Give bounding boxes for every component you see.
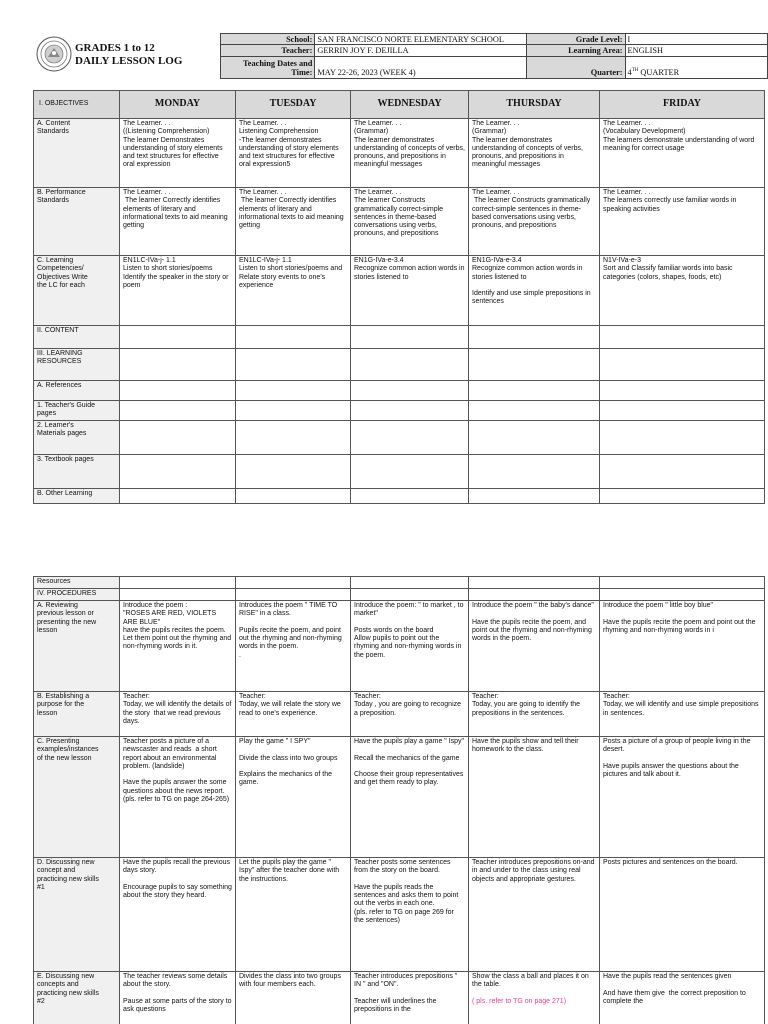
procedures-cell-text: Have the pupils show and tell their homework to the class. (472, 738, 581, 754)
objectives-row-label: B. Performance Standards (34, 188, 120, 256)
day-header-monday: MONDAY (120, 91, 236, 119)
teaching-dates-label (221, 57, 315, 79)
procedures-cell (469, 972, 600, 1024)
procedures-cell-text: Teacher: Today, you are going to identify the prepositions in the sentences. (472, 693, 581, 717)
procedures-cell-text: Posts pictures and sentences on the board. (603, 859, 738, 866)
objectives-header: I. OBJECTIVES (34, 91, 120, 119)
teacher-label: Teacher: (221, 45, 315, 57)
objectives-row-label: 1. Teacher's Guide pages (34, 401, 120, 421)
procedures-cell-text: Teacher introduces prepositions on-and in and under to the class using real objects and appropriate gestures. (472, 859, 597, 883)
objectives-cell (351, 455, 469, 489)
procedures-cell (600, 692, 765, 737)
procedures-row-label: C. Presenting examples/instances of the new lesson (34, 737, 120, 858)
objectives-cell (351, 421, 469, 455)
objectives-row (34, 381, 765, 401)
procedures-cell-text: Teacher posts some sentences from the story on the board. Have the pupils reads the sentences and asks them to point out the verbs in each one. (pls. refer to TG on page 269 for the sentences) (354, 859, 459, 925)
procedures-cell-text: Play the game " I SPY" Divide the class into two groups Explains the mechanics of the game. (239, 738, 338, 787)
procedures-cell-text: The teacher reviews some details about the story. Pause at some parts of the story to ask questions (123, 973, 232, 1014)
objectives-row-label: A. References (34, 381, 120, 401)
procedures-cell-text: Teacher introduces prepositions " IN " and "ON". Teacher will underlines the prepositions in the (354, 973, 458, 1014)
objectives-row (34, 119, 765, 188)
objectives-cell (600, 349, 765, 381)
procedures-cell (600, 577, 765, 589)
objectives-cell-text: The Learner. . . (Grammar) The learner demonstrates understanding of concepts of verbs, pronouns, and prepositions in meaningful messages (354, 120, 465, 169)
procedures-cell (351, 972, 469, 1024)
objectives-cell (120, 326, 236, 349)
procedures-cell-text: Introduce the poem " the baby's dance" Have the pupils recite the poem, and point out the rhyming and non-rhyming words in the poem. (472, 602, 594, 643)
procedures-row (34, 601, 765, 692)
procedures-cell (469, 601, 600, 692)
procedures-row-label: B. Establishing a purpose for the lesson (34, 692, 120, 737)
procedures-cell (351, 737, 469, 858)
objectives-cell (351, 489, 469, 504)
learning-area-label: Learning Area: (527, 45, 625, 57)
quarter-number: 4 (627, 68, 632, 77)
procedures-cell (469, 692, 600, 737)
procedures-row (34, 692, 765, 737)
procedures-cell (120, 692, 236, 737)
quarter-label: Quarter: (527, 57, 625, 79)
procedures-cell-text: Show the class a ball and places it on the table. (472, 973, 589, 989)
objectives-cell-text: EN1G-IVa-e-3.4 Recognize common action words in stories listened to Identify and use simple prepositions in sentences (472, 257, 591, 306)
procedures-cell (236, 737, 351, 858)
procedures-cell-text: Posts a picture of a group of people living in the desert. Have pupils answer the questions about the pictures and talk about it. (603, 738, 751, 779)
procedures-row (34, 577, 765, 589)
objectives-cell (236, 349, 351, 381)
objectives-cell (469, 256, 600, 326)
tg-reference-note: ( pls. refer to TG on page 271) (472, 997, 567, 1005)
procedures-cell (236, 692, 351, 737)
objectives-cell (600, 381, 765, 401)
procedures-cell (469, 589, 600, 601)
procedures-cell (351, 601, 469, 692)
objectives-cell (600, 188, 765, 256)
procedures-cell-text: Teacher: Today , you are going to recognize a preposition. (354, 693, 462, 717)
objectives-row (34, 421, 765, 455)
procedures-cell (351, 589, 469, 601)
day-header-wednesday: WEDNESDAY (351, 91, 469, 119)
procedures-cell (469, 737, 600, 858)
procedures-cell (351, 577, 469, 589)
objectives-row-label: II. CONTENT (34, 326, 120, 349)
objectives-cell (120, 489, 236, 504)
procedures-row-label: A. Reviewing previous lesson or presenting the new lesson (34, 601, 120, 692)
objectives-cell (236, 188, 351, 256)
objectives-cell-text: The Learner. . . (Vocabulary Development) The learners demonstrate understanding of word meaning for correct usage (603, 120, 755, 152)
objectives-cell (600, 401, 765, 421)
objectives-row-label: C. Learning Competencies/ Objectives Write the LC for each (34, 256, 120, 326)
objectives-cell-text: The Learner. . . The learner Constructs grammatically correct-simple sentences in theme-based conversations using verbs, pronouns, and prepositions (354, 189, 444, 238)
quarter-word: QUARTER (638, 68, 680, 77)
teaching-dates-label-line1: Teaching Dates and (243, 58, 313, 68)
quarter-suffix: TH (631, 68, 639, 74)
objectives-cell (351, 349, 469, 381)
objectives-cell (469, 188, 600, 256)
objectives-row (34, 401, 765, 421)
procedures-cell (120, 737, 236, 858)
objectives-cell (469, 119, 600, 188)
objectives-cell (469, 381, 600, 401)
objectives-cell (600, 256, 765, 326)
objectives-cell-text: EN1LC-IVa-j- 1.1 Listen to short stories/poems and Relate story events to one's experience (239, 257, 343, 289)
day-header-friday: FRIDAY (600, 91, 765, 119)
objectives-cell (120, 455, 236, 489)
procedures-cell-text: Introduces the poem " TIME TO RISE" in a class. Pupils recite the poem, and point out the rhyming and non-rhyming words in the poem. . (239, 602, 342, 659)
teaching-dates-value: MAY 22-26, 2023 (WEEK 4) (315, 57, 527, 79)
procedures-cell (351, 692, 469, 737)
procedures-cell (351, 858, 469, 972)
procedures-cell (120, 577, 236, 589)
objectives-cell-text: The Learner. . . The learner Correctly identifies elements of literary and informational texts to aid meaning getting (123, 189, 228, 230)
teacher-value: GERRIN JOY F. DEJILLA (315, 45, 527, 57)
objectives-cell-text: The Learner. . . The learners correctly use familiar words in speaking activities (603, 189, 737, 213)
procedures-cell-text: Have the pupils recall the previous days story. Encourage pupils to say something about the story they heard. (123, 859, 232, 900)
deped-seal-icon (36, 36, 72, 72)
objectives-row-label: A. Content Standards (34, 119, 120, 188)
procedures-row-label: D. Discussing new concept and practicing new skills #1 (34, 858, 120, 972)
objectives-table (33, 90, 765, 504)
objectives-row-label: 2. Learner's Materials pages (34, 421, 120, 455)
objectives-cell (469, 349, 600, 381)
procedures-row-label: Resources (34, 577, 120, 589)
objectives-row-label: 3. Textbook pages (34, 455, 120, 489)
school-label: School: (221, 34, 315, 45)
objectives-cell-text: EN1G-IVa-e-3.4 Recognize common action words in stories listened to (354, 257, 465, 281)
objectives-cell (120, 421, 236, 455)
teaching-dates-label-line2: Time: (291, 67, 313, 77)
procedures-cell-text: Teacher posts a picture of a newscaster and reads a short report about an environmental problem. (landslide) Have the pupils answer the some questions about the news report. (pls. refer to TG on page 264-265) (123, 738, 230, 804)
objectives-cell (236, 381, 351, 401)
objectives-cell (236, 119, 351, 188)
objectives-cell (351, 119, 469, 188)
objectives-row (34, 349, 765, 381)
objectives-cell (120, 401, 236, 421)
quarter-value (625, 57, 767, 79)
objectives-cell (600, 421, 765, 455)
objectives-cell (351, 188, 469, 256)
objectives-row-label: B. Other Learning (34, 489, 120, 504)
procedures-table (33, 576, 765, 1024)
procedures-cell (120, 972, 236, 1024)
procedures-cell (600, 589, 765, 601)
objectives-cell-text: The Learner. . . ((Listening Comprehension) The learner Demonstrates understanding of story elements and text structures for effective oral expression (123, 120, 223, 169)
procedures-row (34, 858, 765, 972)
objectives-cell (469, 455, 600, 489)
objectives-cell-text: N1V-IVa-e-3 Sort and Classify familiar words into basic categories (colors, shapes, foods, etc) (603, 257, 733, 281)
day-header-tuesday: TUESDAY (236, 91, 351, 119)
procedures-cell-text: Introduce the poem " little boy blue" Have the pupils recite the poem and point out the rhyming and non-rhyming words in i (603, 602, 756, 634)
procedures-cell-text: Divides the class into two groups with four members each. (239, 973, 343, 989)
procedures-cell-text: Have the pupils play a game " Ispy" Recall the mechanics of the game Choose their group representatives and get them ready to play. (354, 738, 465, 787)
header-title-grades: GRADES 1 to 12 (75, 42, 155, 54)
objectives-cell (351, 381, 469, 401)
procedures-cell-text: Teacher: Today, we will identify the details of the story that we read previous days. (123, 693, 232, 725)
objectives-cell-text: The Learner. . . The learner Correctly identifies elements of literary and informational texts to aid meaning getting (239, 189, 344, 230)
objectives-cell-text: The Learner. . . The learner Constructs grammatically correct-simple sentences in theme-based conversations using verbs, pronouns, and prepositions (472, 189, 591, 230)
objectives-cell (469, 421, 600, 455)
procedures-cell (236, 577, 351, 589)
objectives-cell (236, 401, 351, 421)
objectives-cell (600, 119, 765, 188)
header-title-block (33, 33, 220, 79)
objectives-cell-text: EN1LC-IVa-j- 1.1 Listen to short stories/poems Identify the speaker in the story or poem (123, 257, 229, 289)
procedures-cell (600, 972, 765, 1024)
objectives-cell (236, 326, 351, 349)
objectives-cell (120, 381, 236, 401)
objectives-cell (351, 256, 469, 326)
procedures-cell-text: Teacher: Today, we will identify and use simple prepositions in sentences. (603, 693, 759, 717)
procedures-cell (120, 589, 236, 601)
procedures-cell (120, 601, 236, 692)
objectives-cell (236, 455, 351, 489)
grade-level-value: I (625, 34, 767, 45)
objectives-row (34, 326, 765, 349)
grade-level-label: Grade Level: (527, 34, 625, 45)
objectives-cell (120, 119, 236, 188)
procedures-row-label: IV. PROCEDURES (34, 589, 120, 601)
objectives-cell (600, 489, 765, 504)
objectives-cell (351, 401, 469, 421)
objectives-row (34, 455, 765, 489)
objectives-cell (236, 256, 351, 326)
procedures-cell (600, 601, 765, 692)
procedures-cell-text: Teacher: Today, we will relate the story we read to one's experience. (239, 693, 341, 717)
objectives-cell (120, 349, 236, 381)
procedures-cell (469, 858, 600, 972)
objectives-row (34, 489, 765, 504)
procedures-cell-text: Have the pupils read the sentences given And have them give the correct preposition to complete the (603, 973, 746, 1005)
procedures-cell (236, 972, 351, 1024)
school-value: SAN FRANCISCO NORTE ELEMENTARY SCHOOL (315, 34, 527, 45)
procedures-cell (600, 737, 765, 858)
objectives-cell (120, 188, 236, 256)
procedures-cell (600, 858, 765, 972)
objectives-cell (236, 489, 351, 504)
objectives-cell (469, 489, 600, 504)
objectives-cell (600, 455, 765, 489)
procedures-cell (469, 577, 600, 589)
objectives-cell (600, 326, 765, 349)
objectives-cell (236, 421, 351, 455)
procedures-cell (236, 589, 351, 601)
objectives-row (34, 188, 765, 256)
procedures-cell-text: Introduce the poem : "ROSES ARE RED, VIOLETS ARE BLUE" have the pupils recites the poem. Let them point out the rhyming and non-rhyming words in it. (123, 602, 232, 651)
objectives-row-label: III. LEARNING RESOURCES (34, 349, 120, 381)
procedures-row (34, 737, 765, 858)
procedures-cell-text: Introduce the poem: " to market , to market" Posts words on the board Allow pupils to point out the rhyming and non-rhyming words in the poem. (354, 602, 464, 659)
procedures-cell (236, 601, 351, 692)
objectives-cell-text: The Learner. . . (Grammar) The learner demonstrates understanding of concepts of verbs, pronouns, and prepositions in meaningful messages (472, 120, 583, 169)
day-header-thursday: THURSDAY (469, 91, 600, 119)
procedures-row-label: E. Discussing new concepts and practicing new skills #2 (34, 972, 120, 1024)
objectives-cell (469, 401, 600, 421)
procedures-cell (120, 858, 236, 972)
procedures-cell (236, 858, 351, 972)
procedures-cell-text: Let the pupils play the game " Ispy" after the teacher done with the instructions. (239, 859, 342, 883)
objectives-cell (351, 326, 469, 349)
objectives-cell (469, 326, 600, 349)
header-title-dll: DAILY LESSON LOG (75, 55, 183, 67)
objectives-cell-text: The Learner. . . Listening Comprehension -The learner demonstrates understanding of story elements and text structures for effective oral expression5 (239, 120, 339, 169)
objectives-cell (120, 256, 236, 326)
header-info-table (220, 33, 768, 79)
learning-area-value: ENGLISH (625, 45, 767, 57)
procedures-row (34, 589, 765, 601)
objectives-row (34, 256, 765, 326)
procedures-row (34, 972, 765, 1024)
